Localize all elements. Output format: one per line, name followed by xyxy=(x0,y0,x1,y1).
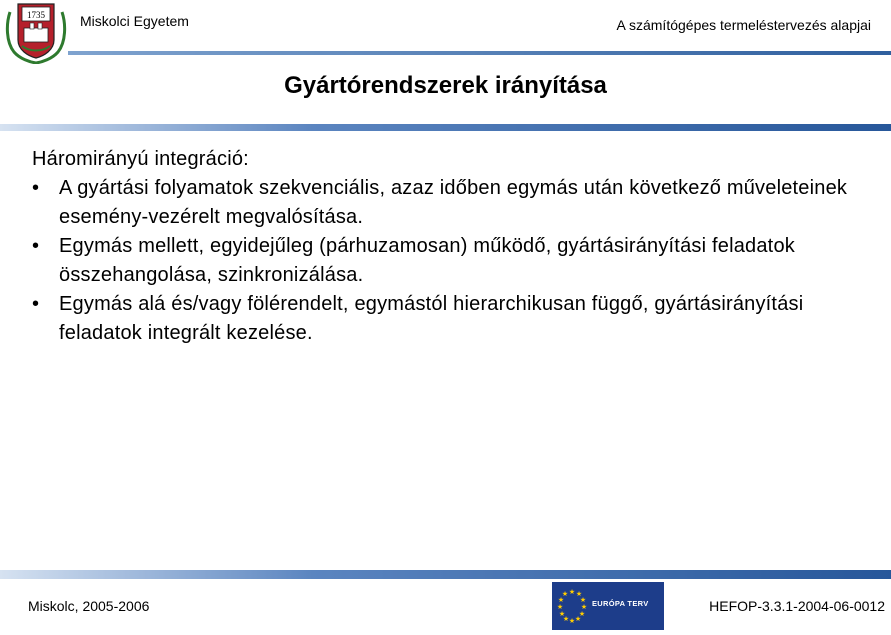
eu-stars-icon xyxy=(552,582,592,630)
svg-text:★: ★ xyxy=(574,615,582,623)
bullet-item: • Egymás alá és/vagy fölérendelt, egymástól hierarchikusan függő, gyártásirányítási feladatok integrált kezelése. xyxy=(32,290,872,348)
slide-title: Gyártórendszerek irányítása xyxy=(284,72,607,99)
svg-text:★: ★ xyxy=(568,588,576,596)
bullet-item: • A gyártási folyamatok szekvenciális, azaz időben egymás után következő műveleteinek esemény-vezérelt megvalósítása. xyxy=(32,174,872,232)
footer-divider xyxy=(0,570,891,579)
svg-text:★: ★ xyxy=(556,603,564,611)
slide-content xyxy=(32,145,872,348)
svg-text:★: ★ xyxy=(561,590,569,598)
bullet-list xyxy=(32,174,872,348)
header-divider xyxy=(68,51,891,55)
svg-text:★: ★ xyxy=(568,617,576,625)
eu-logo-text: EURÓPA TERV xyxy=(592,599,649,608)
header-university: Miskolci Egyetem xyxy=(80,13,189,29)
header-course-title: A számítógépes termeléstervezés alapjai xyxy=(616,17,871,33)
svg-text:★: ★ xyxy=(558,610,566,618)
crest-year: 1735 xyxy=(27,10,45,20)
university-crest-icon xyxy=(4,2,68,64)
svg-text:★: ★ xyxy=(578,610,586,618)
svg-text:★: ★ xyxy=(557,596,565,604)
svg-text:★: ★ xyxy=(562,615,570,623)
svg-text:★: ★ xyxy=(580,603,588,611)
eu-logo xyxy=(552,582,664,630)
svg-text:★: ★ xyxy=(579,596,587,604)
footer-place-date: Miskolc, 2005-2006 xyxy=(28,598,150,614)
title-divider xyxy=(0,124,891,131)
slide-intro: Háromirányú integráció: xyxy=(32,148,249,170)
footer-project-code: HEFOP-3.3.1-2004-06-0012 xyxy=(709,598,885,614)
svg-text:★: ★ xyxy=(575,590,583,598)
bullet-item: • Egymás mellett, egyidejűleg (párhuzamosan) működő, gyártásirányítási feladatok összehangolása, szinkronizálása. xyxy=(32,232,872,290)
